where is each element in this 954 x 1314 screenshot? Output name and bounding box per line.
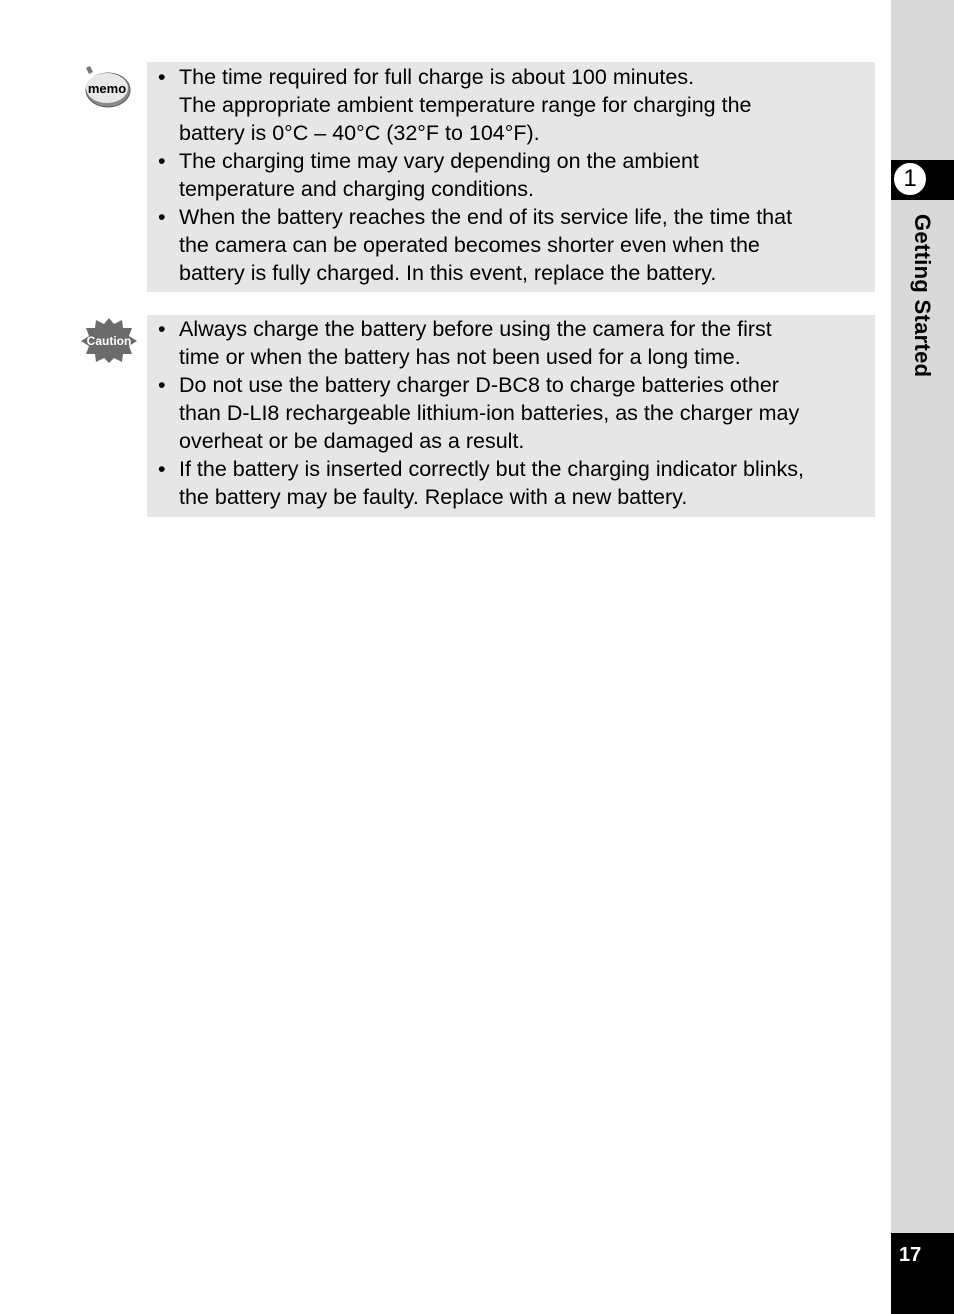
caution-item xyxy=(147,315,863,371)
memo-item-line: the camera can be operated becomes shorter even when the xyxy=(179,233,760,257)
memo-item-line: temperature and charging conditions. xyxy=(179,177,534,201)
memo-item-line: When the battery reaches the end of its service life, the time that xyxy=(179,205,793,229)
memo-item-line: battery is 0°C – 40°C (32°F to 104°F). xyxy=(179,121,540,145)
memo-icon xyxy=(80,64,132,110)
memo-item-line: battery is fully charged. In this event, replace the battery. xyxy=(179,261,717,285)
memo-icon-label: memo xyxy=(87,81,127,96)
caution-item xyxy=(147,455,863,511)
bullet: • xyxy=(158,373,166,397)
caution-icon xyxy=(80,316,138,364)
caution-item-line: than D-LI8 rechargeable lithium-ion batteries, as the charger may xyxy=(179,401,800,425)
page-number: 17 xyxy=(899,1244,922,1266)
bullet: • xyxy=(158,317,166,341)
caution-item-line: overheat or be damaged as a result. xyxy=(179,429,525,453)
caution-icon-label: Caution xyxy=(86,334,132,348)
caution-box xyxy=(147,315,875,517)
memo-item xyxy=(147,203,863,287)
bullet: • xyxy=(158,65,166,89)
bullet: • xyxy=(158,205,166,229)
caution-item-line: Do not use the battery charger D-BC8 to charge batteries other xyxy=(179,373,779,397)
memo-item xyxy=(147,63,863,147)
memo-box xyxy=(147,62,875,292)
memo-list xyxy=(147,62,863,287)
bullet: • xyxy=(158,457,166,481)
bullet: • xyxy=(158,149,166,173)
caution-item-line: Always charge the battery before using the camera for the first xyxy=(179,317,772,341)
caution-item-line: time or when the battery has not been used for a long time. xyxy=(179,345,741,369)
caution-item xyxy=(147,371,863,455)
memo-item xyxy=(147,147,863,203)
chapter-title: Getting Started xyxy=(910,214,935,378)
chapter-number: 1 xyxy=(893,162,927,196)
caution-item-line: If the battery is inserted correctly but the charging indicator blinks, xyxy=(179,457,805,481)
memo-item-line: The time required for full charge is about 100 minutes. xyxy=(179,65,695,89)
memo-item-line: The charging time may vary depending on the ambient xyxy=(179,149,699,173)
memo-item-line: The appropriate ambient temperature range for charging the xyxy=(179,93,752,117)
caution-item-line: the battery may be faulty. Replace with a new battery. xyxy=(179,485,688,509)
caution-list xyxy=(147,315,863,511)
